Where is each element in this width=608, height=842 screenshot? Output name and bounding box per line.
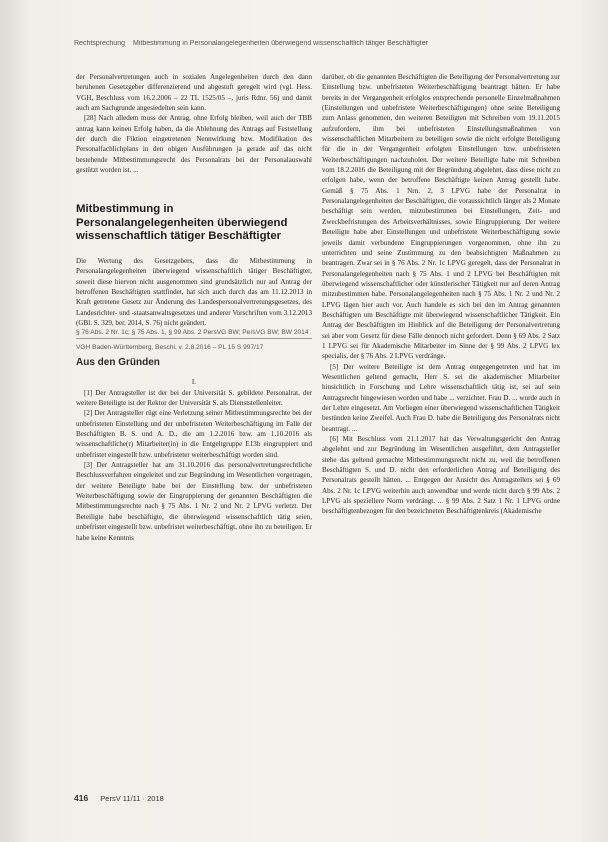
reasons-heading: Aus den Gründen bbox=[76, 357, 160, 369]
paragraph-5: [5] Der weitere Beteiligte ist dem Antrag entgegengetreten und hat im Wesentlichen geltend gemacht, Herr S. sei die akademischer Mitarbeiter hinsichtlich in Forschung und Lehre wissenschaftlich tätig ist, sei auf sein Antragsrecht hingewiesen worden und habe ... verzichtet. Frau D. ... wurde auch in der Lehre eingesetzt. Am Vorliegen einer überwiegend wissenschaftlichen Tätigkeit bestünden keine Zweifel. Auch Frau D. habe die Beteiligung des Personalrats nicht beantragt. ... bbox=[322, 362, 560, 433]
paragraph-6: [6] Mit Beschluss vom 21.1.2017 hat das Verwaltungsgericht den Antrag abgelehnt und zur Begründung im Wesentlichen ausgeführt, dem Antragsteller stehe das geltend gemachte Mitbestimmungsrecht nicht zu, weil die betroffenen Beschäftigten S. und D. nicht den erforderlichen Antrag auf Beteiligung des Personalrats gestellt hätten. ... Entgegen der Ansicht des Antragstellers sei § 69 Abs. 2 Nr. 1c LPVG weiterhin auch anwendbar und werde nicht durch § 99 Abs. 2 LPVG als speziellere Norm verdrängt. ... § 99 Abs. 2 Satz 1 Nr. 1 LPVG ordne beschäftigtenbezogen für den bezeichneten Beschäftigtenkreis (Akademische bbox=[322, 435, 560, 516]
left-column bbox=[76, 72, 312, 543]
court-citation: VGH Baden-Württemberg, Beschl. v. 2.8.2016 – PL 15 S 997/17 bbox=[76, 338, 312, 353]
paragraph-3: [3] Der Antragsteller hat am 31.10.2016 das personalvertretungsrechtliche Beschlussverfahren eingeleitet und zur Begründung im Wesentlichen vorgetragen, der weitere Beteiligte habe bei der Einstellung bzw. der unbefristeten Weiterbeschäftigung sowie der Eingruppierung der genannten Beschäftigten die Mitbestimmungsrechte nach § 75 Abs. 1 Nr. 2 und Nr. 2 LPVG verletzt. Der Beteiligte habe beschäftigte, die überwiegend wissenschaftlich tätig seien, unbefristet eingestellt bzw. unbefristet weiterbeschäftigt, ohne ihn zu beteiligen. Er habe keine Kenntnis bbox=[76, 461, 312, 542]
right-column bbox=[322, 72, 560, 517]
paragraph-1: [1] Der Antragsteller ist der bei der Universität S. gebildete Personalrat, der weitere Beteiligte ist der Rektor der Universität S. als Dienststellenleiter. bbox=[76, 388, 312, 408]
running-head-title: Mitbestimmung in Personalangelegenheiten überwiegend wissenschaftlich tätiger Beschäftigter bbox=[132, 40, 428, 47]
running-head-section: Rechtsprechung bbox=[74, 40, 125, 47]
statute-references: § 76 Abs. 2 Nr. 1c; § 75 Abs. 1, § 99 Abs. 2 PersVG BW; PersVG BW; BW 2014 bbox=[76, 329, 309, 337]
reasons-section-marker: I. bbox=[191, 378, 197, 387]
page-footer bbox=[74, 793, 164, 803]
page-number: 416 bbox=[74, 793, 89, 803]
paragraph-3-continued: darüber, ob die genannten Beschäftigten die Beteiligung der Personalvertretung zur Einstellung bzw. unbefristeten Weiterbeschäftigung beantragt hätten. Er habe bereits in der Vergangenheit erfolglos entsprechende personelle Einzelmaßnahmen (Einstellungen und unbefristete Weiterbeschäftigungen) ohne seine Beteiligung zum Anlass genommen, den weiteren Beteiligten mit Schreiben vom 19.11.2015 aufzufordern, ihm bei unbefristeten Einstellungsmaßnahmen von wissenschaftlichen Mitarbeitern zu beteiligen sowie die nicht erfolgte Beteiligung für die in der Vergangenheit erfolgten Einstellungen bzw. unbefristeten Weiterbeschäftigungen nachzuholen. Der weitere Beteiligte habe mit Schreiben vom 18.2.2016 die Beteiligung mit der Begründung abgelehnt, dass diese nicht zu erfolgen habe, wenn der betroffene Beschäftigte keinen Antrag gestellt habe. Gemäß § 75 Abs. 1 Nrn. 2, 3 LPVG habe der Personalrat in Personalangelegenheiten der Beschäftigten, die voraussichtlich länger als 2 Monate beschäftigt sein werden, mitzubestimmen bei Einstellungen, Zeit- und Zweckbefristungen des Arbeitsverhältnisses, sowie Eingruppierung. Der weitere Beteiligte habe aber Einstellungen und unbefristete Weiterbeschäftigung sowie jeweils damit verbundene Eingruppierungen vorgenommen, ohne ihn zu unterrichten und seine Zustimmung zu den beabsichtigten Maßnahmen zu beantragen. Zwar sei in § 76 Abs. 2 Nr. 1c LPVG geregelt, dass der Personalrat in Personalangelegenheiten nach § 75 Abs. 1 und 2 LPVG bei Beschäftigten mit überwiegend wissenschaftlicher oder künstlerischer Tätigkeit nur auf deren Antrag mitzubestimmen habe. Personalangelegenheiten nach § 75 Abs. 1 Nr. 2 und Nr. 2 LPVG lägen hier auch vor. Auch handele es sich bei den im Antrag genannten Beschäftigten um Beschäftigte mit überwiegend wissenschaftlicher Tätigkeit. Ein Antrag der Beschäftigten im Hinblick auf die Beteiligung der Personalvertretung sei aber vom Gesetz für diese Fälle dennoch nicht gefordert. Denn § 69 Abs. 2 Satz 1 LPVG sei für Akademische Mitarbeiter im Sinne der § 99 Abs. 2 LPVG lex specialis, der § 76 Abs. 2 LPVG verdränge. bbox=[322, 73, 560, 361]
running-head bbox=[74, 40, 574, 47]
article-heading: Mitbestimmung in Personalangelegenheiten überwiegend wissenschaftlich tätiger Beschäftigter bbox=[76, 203, 288, 243]
journal-citation: PersV 11/11 · 2018 bbox=[100, 794, 164, 803]
paragraph-2: [2] Der Antragsteller rügt eine Verletzung seiner Mitbestimmungsrechte bei der unbefristeten Einstellung und der unbefristeten Weiterbeschäftigung im Falle der Beschäftigten B. S. und A. D., die am 1.2.2016 bzw. am 1.10.2016 als wissenschaftliche(r) Mitarbeiter(in) in die Entgeltgruppe E13b eingruppiert und unbefristet eingestellt bzw. unbefristeter weiterbeschäftigt worden sind. bbox=[76, 409, 312, 459]
intro-paragraph: der Personalvertretungen auch in sozialen Angelegenheiten durch den dann beruhenen Gesetzgeber differenzierend und abgestuft geregelt wird (vgl. Hess. VGH, Beschluss vom 16.2.2006 – 22 TL 1525/05 –, juris Rdnr. 56) und damit auch am Sachgrunde angesiedelten sein kann. bbox=[76, 73, 312, 113]
headnote-summary: Die Wertung des Gesetzgebers, dass die Mitbestimmung in Personalangelegenheiten überwiegend wissenschaftlich tätiger Beschäftigter, soweit diese hiervon nicht ausgenommen sind grundsätzlich nur auf Antrag der betroffenen Beschäftigten stattfindet, hat sich auch durch das am 11.12.2013 in Kraft getretene Gesetz zur Änderung des Landespersonalvertretungsgesetzes, des Landesrichter- und -staatsanwaltsgesetzes und anderer Vorschriften vom 3.12.2013 (GBl. S. 329, ber. 2014, S. 76) nicht geändert. bbox=[76, 256, 312, 327]
paragraph-28: [28] Nach alledem muss der Antrag, ohne Erfolg bleiben, weil auch der TBB antrag kann keinen Erfolg haben, da die Ablehnung des Antrags auf Feststellung der durch die Fiktion eingetretenen Nennwirkung bzw. Modifikation des Personalfachlichplans in den obigen Ausführungen ja gerade auf das nicht bestehende Mitbestimmungsrecht des Personalrats bei der Personalauswahl gestützt worden ist. ... bbox=[76, 114, 312, 175]
